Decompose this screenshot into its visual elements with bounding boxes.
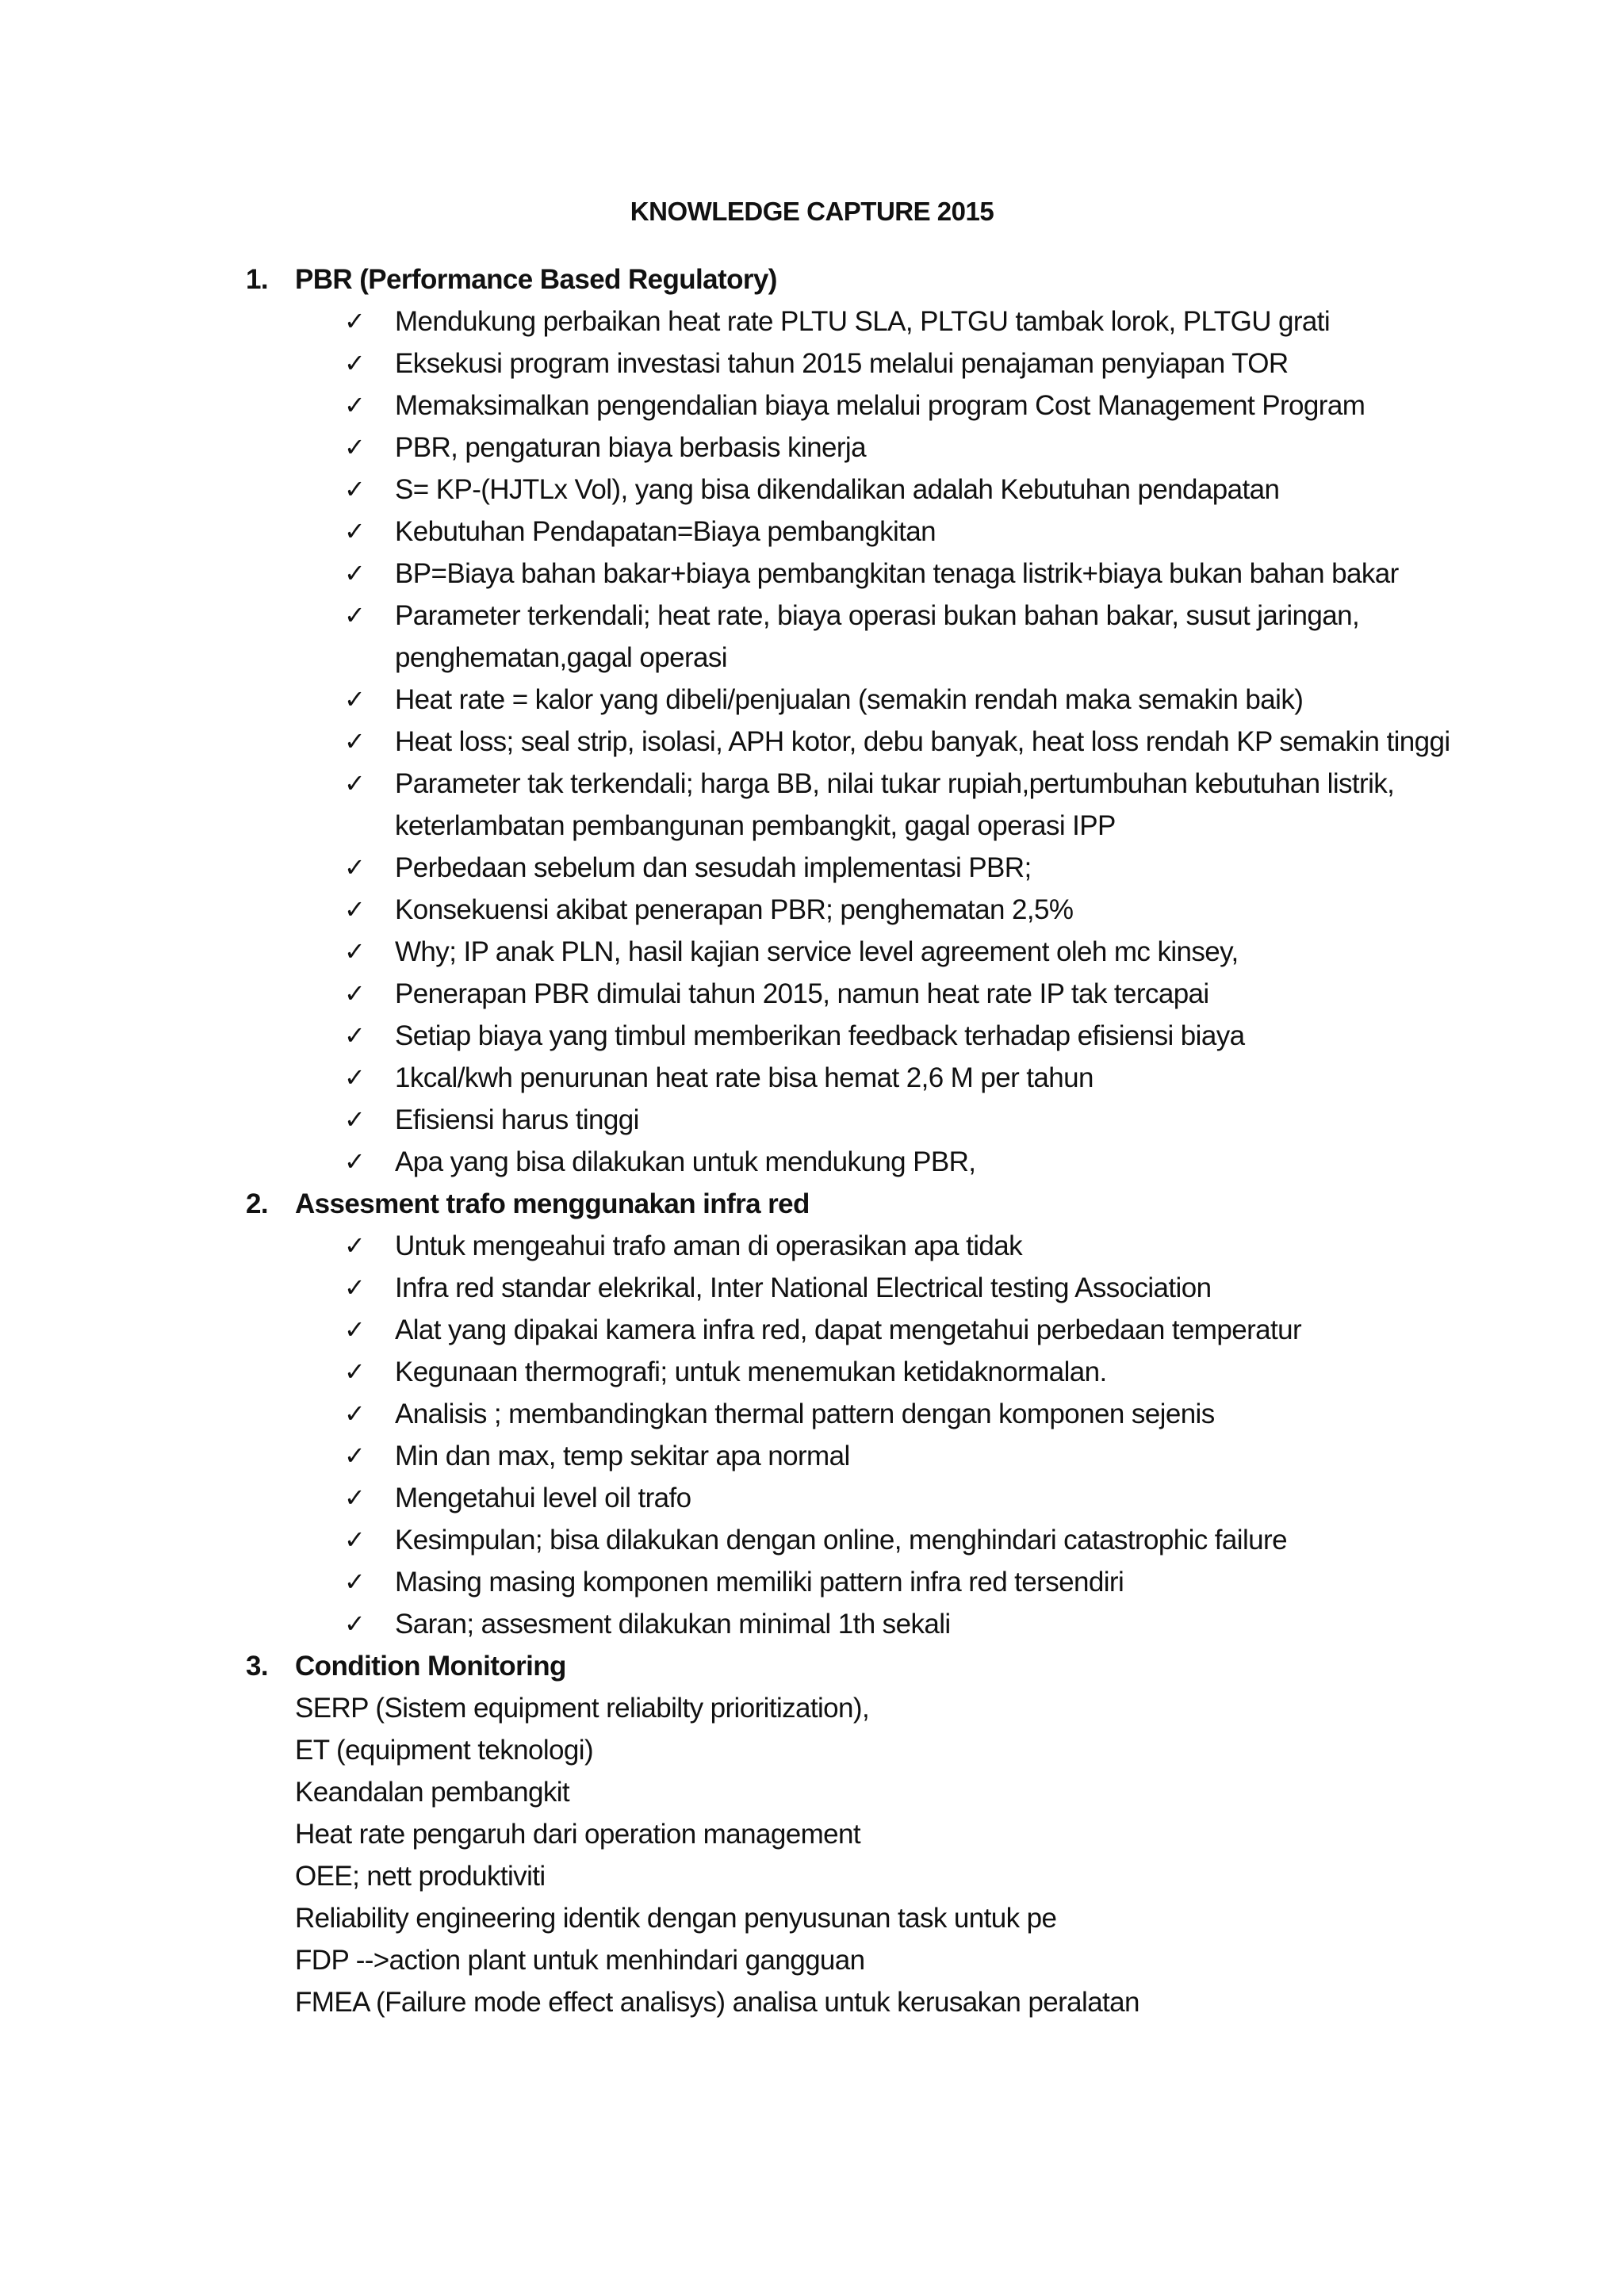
document-title: KNOWLEDGE CAPTURE 2015 — [630, 197, 994, 226]
check-icon: ✓ — [344, 1314, 366, 1345]
section-pbr — [246, 258, 1483, 1183]
list-item — [344, 511, 1483, 553]
list-item — [344, 469, 1483, 511]
list-item-text: S= KP-(HJTLx Vol), yang bisa dikendalikan adalah Kebutuhan pendapatan — [395, 474, 1280, 505]
section-number: 3. — [246, 1651, 268, 1682]
list-item — [344, 1519, 1483, 1561]
check-icon: ✓ — [344, 1146, 366, 1177]
list-item — [344, 1141, 1483, 1183]
check-icon: ✓ — [344, 1062, 366, 1093]
check-icon: ✓ — [344, 1609, 366, 1639]
list-item-text: Konsekuensi akibat penerapan PBR; penghematan 2,5% — [395, 894, 1074, 925]
list-item-text: Kebutuhan Pendapatan=Biaya pembangkitan — [395, 516, 936, 547]
section-title: PBR (Performance Based Regulatory) — [295, 264, 777, 295]
list-item-text: Memaksimalkan pengendalian biaya melalui program Cost Management Program — [395, 390, 1365, 421]
list-item: ET (equipment teknologi) — [295, 1735, 594, 1766]
list-item — [344, 763, 1483, 847]
list-item-text: Apa yang bisa dilakukan untuk mendukung PBR, — [395, 1146, 976, 1177]
list-item — [344, 1603, 1483, 1645]
list-item-text: Perbedaan sebelum dan sesudah implementasi PBR; — [395, 852, 1032, 883]
list-item-text: Penerapan PBR dimulai tahun 2015, namun heat rate IP tak tercapai — [395, 978, 1209, 1009]
list-item — [344, 427, 1483, 469]
list-item-text: Kegunaan thermografi; untuk menemukan ketidaknormalan. — [395, 1357, 1107, 1387]
list-item — [344, 1477, 1483, 1519]
list-item — [344, 1267, 1483, 1309]
list-item — [344, 973, 1483, 1015]
check-icon: ✓ — [344, 1399, 366, 1429]
list-item — [344, 847, 1483, 889]
section-condition-monitoring — [246, 1645, 1483, 2023]
list-item: Reliability engineering identik dengan penyusunan task untuk pe — [295, 1903, 1057, 1934]
check-icon: ✓ — [344, 348, 366, 378]
section-title: Assesment trafo menggunakan infra red — [295, 1188, 810, 1219]
list-item — [344, 1393, 1483, 1435]
list-item — [344, 1057, 1483, 1099]
list-item-text: Mengetahui level oil trafo — [395, 1483, 691, 1513]
list-item — [344, 889, 1483, 931]
list-item — [344, 342, 1483, 385]
list-item-text: BP=Biaya bahan bakar+biaya pembangkitan tenaga listrik+biaya bukan bahan bakar — [395, 558, 1399, 589]
check-icon: ✓ — [344, 558, 366, 588]
section-number: 2. — [246, 1188, 268, 1219]
check-icon: ✓ — [344, 1567, 366, 1597]
list-item-text: Heat loss; seal strip, isolasi, APH kotor, debu banyak, heat loss rendah KP semakin tinggi — [395, 726, 1450, 757]
list-item — [344, 679, 1483, 721]
list-item: Heat rate pengaruh dari operation management — [295, 1819, 860, 1850]
check-icon: ✓ — [344, 768, 366, 798]
list-item-text: Untuk mengeahui trafo aman di operasikan apa tidak — [395, 1230, 1023, 1261]
list-item — [344, 385, 1483, 427]
check-icon: ✓ — [344, 726, 366, 756]
check-icon: ✓ — [344, 600, 366, 630]
check-icon: ✓ — [344, 474, 366, 504]
list-item-text: Saran; assesment dilakukan minimal 1th sekali — [395, 1609, 951, 1640]
list-item-text: 1kcal/kwh penurunan heat rate bisa hemat 2,6 M per tahun — [395, 1062, 1094, 1093]
plain-list — [246, 1687, 1483, 2023]
section-heading — [246, 258, 1483, 300]
list-item: Keandalan pembangkit — [295, 1777, 570, 1808]
list-item — [344, 1351, 1483, 1393]
check-icon: ✓ — [344, 390, 366, 420]
list-item-text: Alat yang dipakai kamera infra red, dapat mengetahui perbedaan temperatur — [395, 1314, 1302, 1345]
list-item — [344, 1099, 1483, 1141]
section-heading — [246, 1183, 1483, 1225]
check-icon: ✓ — [344, 1441, 366, 1471]
list-item-text: Min dan max, temp sekitar apa normal — [395, 1441, 850, 1471]
list-item — [344, 300, 1483, 342]
check-icon: ✓ — [344, 852, 366, 882]
section-assesment-trafo — [246, 1183, 1483, 1645]
list-item-text: Parameter terkendali; heat rate, biaya operasi bukan bahan bakar, susut jaringan, penghematan,gagal operasi — [395, 600, 1360, 673]
check-icon: ✓ — [344, 1272, 366, 1303]
section-title: Condition Monitoring — [295, 1651, 566, 1682]
check-icon: ✓ — [344, 1020, 366, 1050]
list-item — [344, 931, 1483, 973]
list-item-text: Masing masing komponen memiliki pattern infra red tersendiri — [395, 1567, 1124, 1598]
check-icon: ✓ — [344, 1525, 366, 1555]
list-item — [344, 721, 1483, 763]
list-item: OEE; nett produktiviti — [295, 1861, 546, 1892]
check-icon: ✓ — [344, 894, 366, 924]
list-item — [344, 1309, 1483, 1351]
list-item-text: Heat rate = kalor yang dibeli/penjualan (semakin rendah maka semakin baik) — [395, 684, 1304, 715]
check-icon: ✓ — [344, 684, 366, 714]
list-item-text: PBR, pengaturan biaya berbasis kinerja — [395, 432, 866, 463]
list-item-text: Analisis ; membandingkan thermal pattern dengan komponen sejenis — [395, 1399, 1215, 1429]
checklist — [246, 300, 1483, 1183]
list-item-text: Parameter tak terkendali; harga BB, nilai tukar rupiah,pertumbuhan kebutuhan listrik, keterlambatan pembangunan pembangkit, gagal operasi IPP — [395, 768, 1395, 841]
check-icon: ✓ — [344, 432, 366, 462]
check-icon: ✓ — [344, 516, 366, 546]
check-icon: ✓ — [344, 1230, 366, 1261]
check-icon: ✓ — [344, 1483, 366, 1513]
list-item: FDP -->action plant untuk menhindari gangguan — [295, 1945, 865, 1976]
check-icon: ✓ — [344, 978, 366, 1008]
list-item-text: Mendukung perbaikan heat rate PLTU SLA, PLTGU tambak lorok, PLTGU grati — [395, 306, 1331, 337]
check-icon: ✓ — [344, 1357, 366, 1387]
list-item — [344, 595, 1483, 679]
list-item-text: Infra red standar elekrikal, Inter National Electrical testing Association — [395, 1272, 1212, 1303]
list-item-text: Setiap biaya yang timbul memberikan feedback terhadap efisiensi biaya — [395, 1020, 1245, 1051]
section-number: 1. — [246, 264, 268, 295]
checklist — [246, 1225, 1483, 1645]
list-item — [344, 1015, 1483, 1057]
list-item-text: Efisiensi harus tinggi — [395, 1104, 639, 1135]
list-item — [344, 1225, 1483, 1267]
check-icon: ✓ — [344, 1104, 366, 1135]
list-item: SERP (Sistem equipment reliabilty prioritization), — [295, 1693, 870, 1724]
list-item — [344, 553, 1483, 595]
list-item: FMEA (Failure mode effect analisys) analisa untuk kerusakan peralatan — [295, 1987, 1139, 2018]
check-icon: ✓ — [344, 306, 366, 336]
list-item — [344, 1561, 1483, 1603]
document-body — [246, 258, 1483, 2023]
section-heading — [246, 1645, 1483, 1687]
list-item-text: Eksekusi program investasi tahun 2015 melalui penajaman penyiapan TOR — [395, 348, 1289, 379]
list-item — [344, 1435, 1483, 1477]
check-icon: ✓ — [344, 936, 366, 966]
list-item-text: Why; IP anak PLN, hasil kajian service level agreement oleh mc kinsey, — [395, 936, 1239, 967]
list-item-text: Kesimpulan; bisa dilakukan dengan online, menghindari catastrophic failure — [395, 1525, 1287, 1556]
